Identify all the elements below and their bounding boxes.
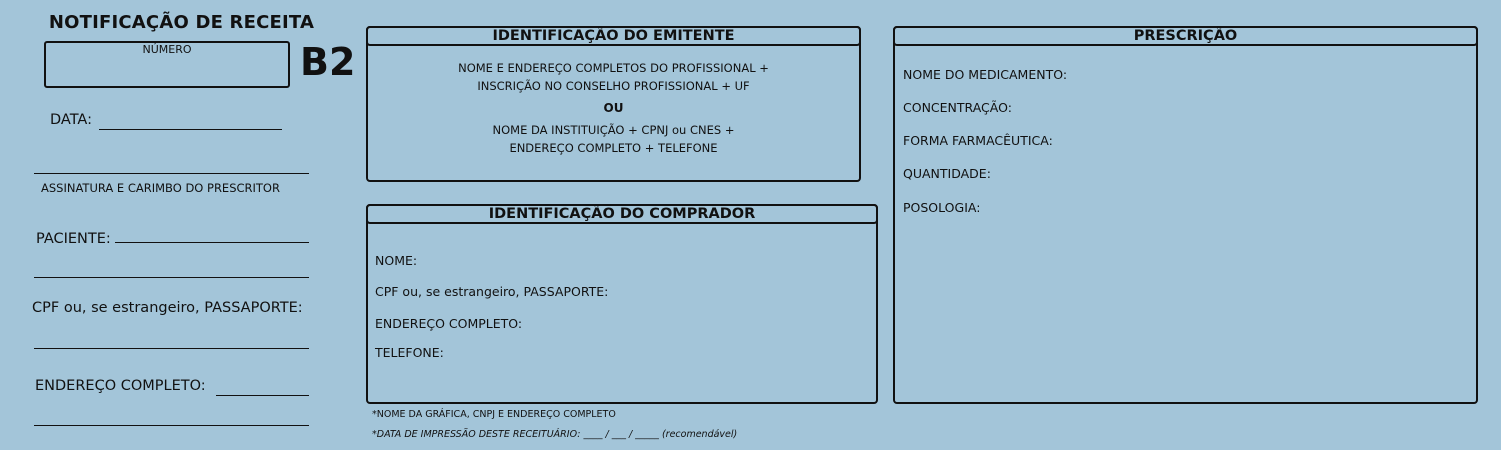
emitente-line-4: ENDEREÇO COMPLETO + TELEFONE bbox=[509, 141, 718, 155]
quantidade-label: QUANTIDADE: bbox=[903, 166, 991, 181]
comprador-telefone-label: TELEFONE: bbox=[375, 345, 444, 360]
paciente-line-2[interactable] bbox=[34, 277, 309, 278]
signature-label: ASSINATURA E CARIMBO DO PRESCRITOR bbox=[41, 181, 280, 195]
comprador-cpf-label: CPF ou, se estrangeiro, PASSAPORTE: bbox=[375, 284, 609, 299]
comprador-nome-label: NOME: bbox=[375, 253, 418, 268]
numero-label: NÚMERO bbox=[142, 43, 192, 56]
medicamento-label: NOME DO MEDICAMENTO: bbox=[903, 67, 1068, 82]
emitente-line-1: NOME E ENDEREÇO COMPLETOS DO PROFISSIONAL + bbox=[458, 61, 769, 75]
prescricao-header: PRESCRIÇÃO bbox=[893, 26, 1478, 46]
form-title: NOTIFICAÇÃO DE RECEITA bbox=[48, 12, 315, 33]
endereco-line[interactable] bbox=[216, 395, 309, 396]
emitente-panel bbox=[366, 26, 861, 182]
posologia-label: POSOLOGIA: bbox=[903, 200, 981, 215]
emitente-header: IDENTIFICAÇÃO DO EMITENTE bbox=[366, 26, 861, 46]
prescription-code: B2 bbox=[300, 40, 356, 84]
endereco-label: ENDEREÇO COMPLETO: bbox=[35, 378, 206, 394]
comprador-endereco-label: ENDEREÇO COMPLETO: bbox=[375, 316, 523, 331]
data-label: DATA: bbox=[50, 112, 92, 128]
endereco-line-2[interactable] bbox=[34, 425, 309, 426]
paciente-line[interactable] bbox=[115, 242, 309, 243]
data-line[interactable] bbox=[99, 129, 282, 130]
prescricao-panel bbox=[893, 26, 1478, 404]
paciente-label: PACIENTE: bbox=[36, 231, 111, 247]
cpf-line[interactable] bbox=[34, 348, 309, 349]
comprador-header: IDENTIFICAÇÃO DO COMPRADOR bbox=[366, 204, 878, 224]
emitente-ou: OU bbox=[603, 101, 624, 115]
footer-grafica: *NOME DA GRÁFICA, CNPJ E ENDEREÇO COMPLETO bbox=[372, 409, 616, 420]
cpf-label: CPF ou, se estrangeiro, PASSAPORTE: bbox=[32, 300, 303, 316]
concentracao-label: CONCENTRAÇÃO: bbox=[903, 100, 1012, 115]
forma-label: FORMA FARMACÊUTICA: bbox=[903, 133, 1053, 148]
numero-field[interactable] bbox=[44, 41, 290, 88]
emitente-line-2: INSCRIÇÃO NO CONSELHO PROFISSIONAL + UF bbox=[477, 79, 750, 93]
emitente-line-3: NOME DA INSTITUIÇÃO + CPNJ ou CNES + bbox=[492, 123, 735, 137]
comprador-panel bbox=[366, 204, 878, 404]
signature-line[interactable] bbox=[34, 173, 309, 174]
footer-data-impressao: *DATA DE IMPRESSÃO DESTE RECEITUÁRIO: ____ / ___ / _____ (recomendável) bbox=[372, 429, 738, 440]
